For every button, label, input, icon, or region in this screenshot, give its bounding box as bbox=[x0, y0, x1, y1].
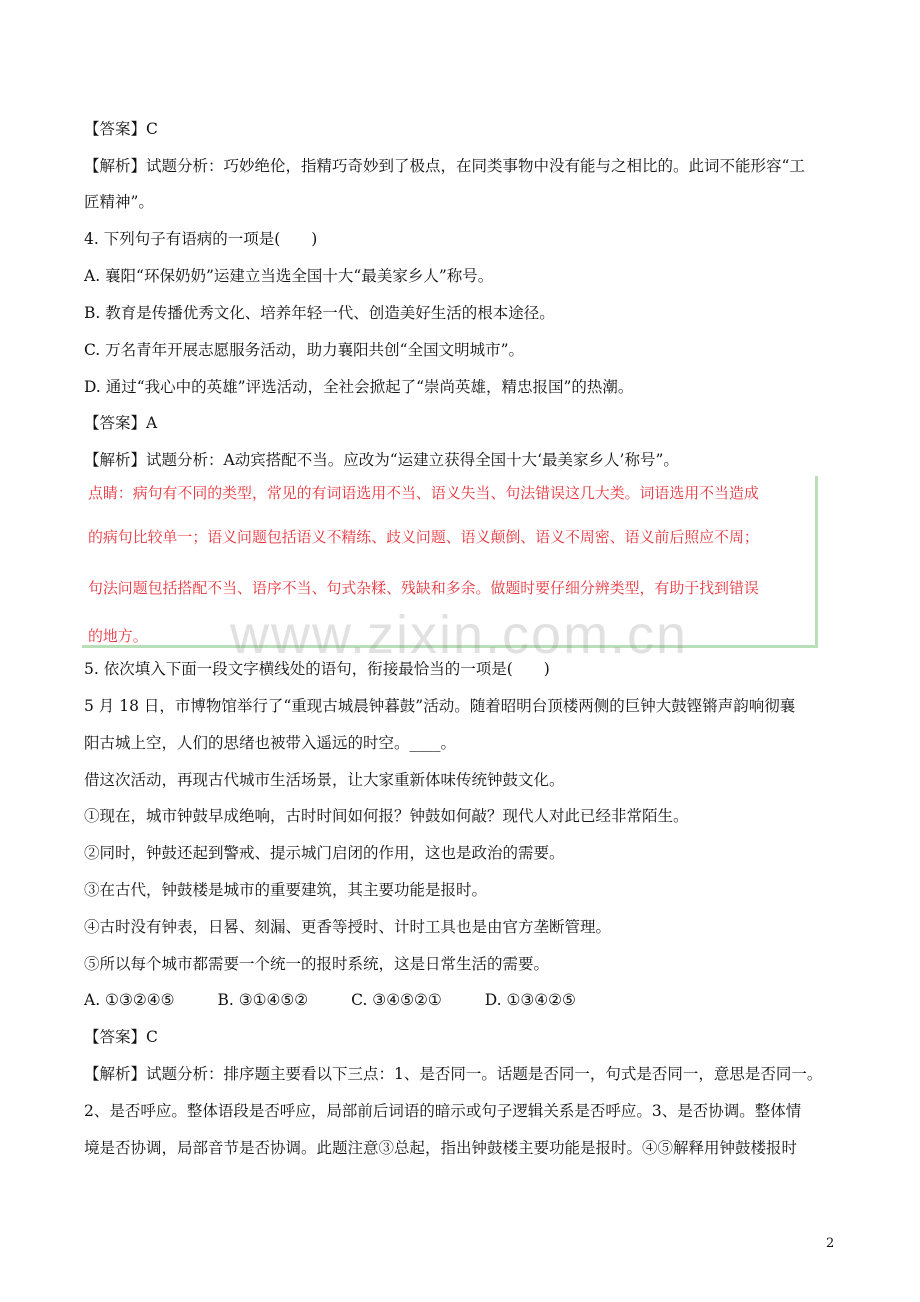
item-5: ⑤所以每个城市都需要一个统一的报时系统，这是日常生活的需要。 bbox=[84, 955, 550, 973]
choice-c: C. ③④⑤②① bbox=[351, 991, 442, 1009]
question-5-choices bbox=[84, 989, 844, 1011]
analysis-5-line-1: 【解析】试题分析：排序题主要看以下三点：1、是否同一。话题是否同一，句式是否同一，意思是否同一。 bbox=[84, 1065, 823, 1083]
page-number: 2 bbox=[826, 1236, 835, 1251]
item-1: ①现在，城市钟鼓早成绝响，古时时间如何报？钟鼓如何敲？现代人对此已经非常陌生。 bbox=[84, 807, 689, 825]
passage-line-1: 5 月 18 日，市博物馆举行了“重现古城晨钟暮鼓”活动。随着昭明台顶楼两侧的巨钟大鼓铿锵声韵响彻襄 bbox=[84, 697, 796, 715]
item-4: ④古时没有钟表，日晷、刻漏、更香等授时、计时工具也是由官方垄断管理。 bbox=[84, 918, 612, 936]
answer-5: 【答案】C bbox=[84, 1028, 158, 1046]
answer-4: 【答案】A bbox=[84, 414, 158, 432]
choice-b: B. ③①④⑤② bbox=[217, 991, 309, 1009]
answer-1: 【答案】C bbox=[84, 120, 158, 138]
passage-line-2: 阳古城上空，人们的思绪也被带入遥远的时空。____。 bbox=[84, 734, 457, 752]
choice-a: A. ①③②④⑤ bbox=[84, 991, 175, 1009]
question-5-stem: 5. 依次填入下面一段文字横线处的语句，衔接最恰当的一项是( ) bbox=[84, 660, 550, 678]
item-3: ③在古代，钟鼓楼是城市的重要建筑，其主要功能是报时。 bbox=[84, 881, 488, 899]
watermark: www.zixin.com.cn bbox=[230, 605, 689, 665]
tip-line-3: 句法问题包括搭配不当、语序不当、句式杂糅、残缺和多余。做题时要仔细分辨类型，有助于找到错误 bbox=[88, 579, 759, 597]
question-4-option-d: D. 通过“我心中的英雄”评选活动，全社会掀起了“崇尚英雄，精忠报国”的热潮。 bbox=[84, 378, 634, 396]
analysis-1-line-1: 【解析】试题分析：巧妙绝伦，指精巧奇妙到了极点，在同类事物中没有能与之相比的。此词不能形容“工 bbox=[84, 157, 805, 175]
question-4-option-c: C. 万名青年开展志愿服务活动，助力襄阳共创“全国文明城市”。 bbox=[84, 341, 525, 359]
passage-line-3: 借这次活动，再现古代城市生活场景，让大家重新体味传统钟鼓文化。 bbox=[84, 771, 565, 789]
question-4-stem: 4. 下列句子有语病的一项是( ) bbox=[84, 230, 318, 248]
tip-line-2: 的病句比较单一；语义问题包括语义不精练、歧义问题、语义颠倒、语义不周密、语义前后照应不周； bbox=[88, 528, 759, 546]
tip-line-4: 的地方。 bbox=[88, 627, 148, 645]
analysis-5-line-2: 2、是否呼应。整体语段是否呼应，局部前后词语的暗示或句子逻辑关系是否呼应。3、是否协调。整体情 bbox=[84, 1102, 802, 1120]
analysis-1-line-2: 匠精神”。 bbox=[84, 193, 154, 211]
analysis-5-line-3: 境是否协调，局部音节是否协调。此题注意③总起，指出钟鼓楼主要功能是报时。④⑤解释用钟鼓楼报时 bbox=[84, 1139, 798, 1157]
tip-line-1: 点睛：病句有不同的类型，常见的有词语选用不当、语义失当、句法错误这几大类。词语选用不当造成 bbox=[88, 484, 759, 502]
question-4-option-b: B. 教育是传播优秀文化、培养年轻一代、创造美好生活的根本途径。 bbox=[84, 304, 555, 322]
analysis-4: 【解析】试题分析：A动宾搭配不当。应改为“运建立获得全国十大‘最美家乡人’称号”。 bbox=[84, 451, 679, 469]
question-4-option-a: A. 襄阳“环保奶奶”运建立当选全国十大“最美家乡人”称号。 bbox=[84, 267, 494, 285]
choice-d: D. ①③④②⑤ bbox=[484, 991, 576, 1009]
item-2: ②同时，钟鼓还起到警戒、提示城门启闭的作用，这也是政治的需要。 bbox=[84, 844, 565, 862]
